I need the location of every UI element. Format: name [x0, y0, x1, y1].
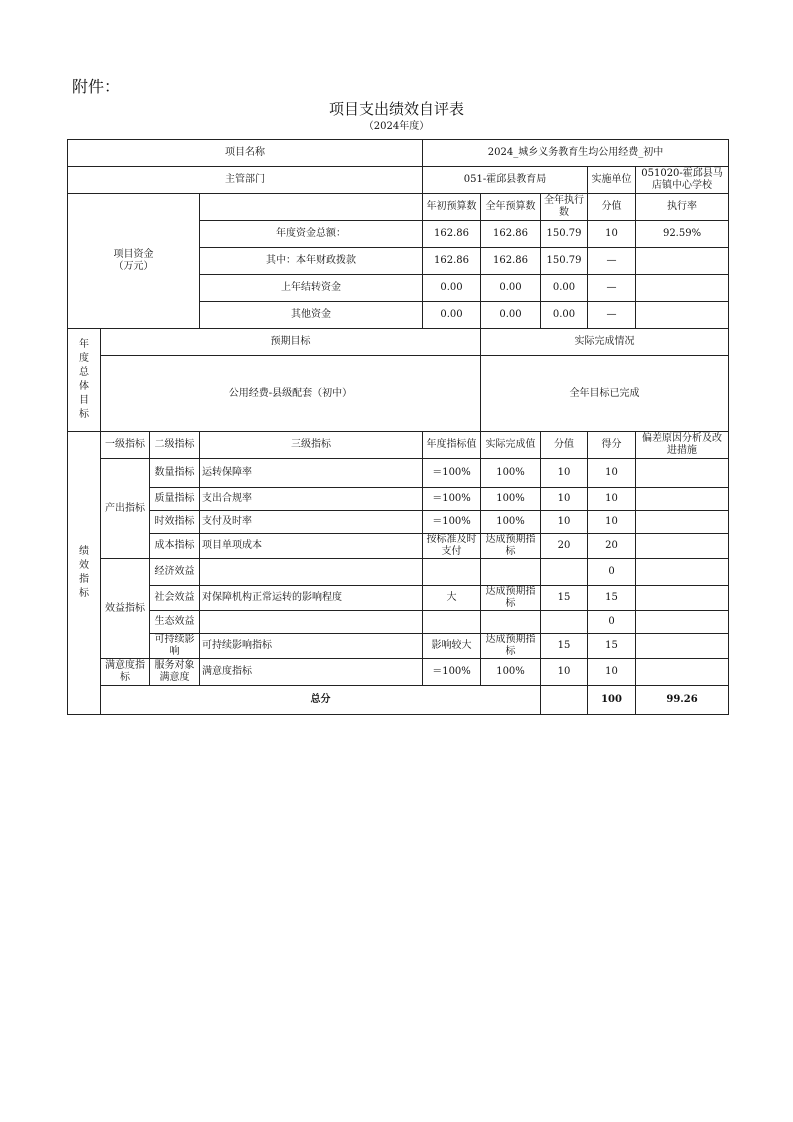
- project-name-label: 项目名称: [68, 140, 423, 167]
- funds-row-annual: 162.86: [481, 248, 541, 275]
- funds-row-annual: 0.00: [481, 302, 541, 329]
- perf-score: 20: [588, 534, 636, 559]
- perf-group-satisfaction: 满意度指 标: [101, 659, 150, 686]
- funds-row-executed: 0.00: [541, 302, 588, 329]
- perf-score-value: 10: [541, 511, 588, 534]
- project-name-row: [68, 140, 729, 167]
- funds-row-rate: [636, 275, 729, 302]
- page-title: 项目支出绩效自评表: [328, 100, 464, 118]
- perf-level2: 时效指标: [150, 511, 200, 534]
- perf-score: 15: [588, 586, 636, 611]
- funds-row-annual: 162.86: [481, 221, 541, 248]
- perf-level3: 项目单项成本: [200, 534, 423, 559]
- funds-row-initial: 162.86: [423, 221, 481, 248]
- funds-row-initial: 162.86: [423, 248, 481, 275]
- perf-actual: [481, 559, 541, 586]
- project-name-value: 2024_城乡义务教育生均公用经费_初中: [423, 140, 729, 167]
- perf-level3: 支出合规率: [200, 488, 423, 511]
- perf-level2: 社会效益: [150, 586, 200, 611]
- attachment-label: 附件：: [72, 77, 121, 96]
- perf-actual: 达成预期指 标: [481, 534, 541, 559]
- table-row: [68, 511, 729, 534]
- table-row: [68, 634, 729, 659]
- dept-label: 主管部门: [68, 167, 423, 194]
- evaluation-table: [67, 139, 729, 715]
- performance-header-row: [68, 432, 729, 459]
- perf-score-value: [541, 611, 588, 634]
- funds-header-annual: 全年预算数: [481, 194, 541, 221]
- perf-note: [636, 559, 729, 586]
- perf-score: 0: [588, 559, 636, 586]
- perf-level2: 数量指标: [150, 459, 200, 488]
- total-score-value: 100: [588, 686, 636, 715]
- perf-level2: 服务对象 满意度: [150, 659, 200, 686]
- perf-score-value: 10: [541, 459, 588, 488]
- funds-row-label: 上年结转资金: [200, 275, 423, 302]
- page-subtitle-year: （2024年度）: [363, 121, 430, 132]
- goals-actual-label: 实际完成情况: [481, 329, 729, 356]
- total-blank: [541, 686, 588, 715]
- perf-note: [636, 659, 729, 686]
- total-score: 99.26: [636, 686, 729, 715]
- perf-note: [636, 586, 729, 611]
- table-row: [68, 611, 729, 634]
- perf-actual: 100%: [481, 659, 541, 686]
- perf-level3: [200, 559, 423, 586]
- perf-actual: 100%: [481, 511, 541, 534]
- perf-header-score-value: 分值: [541, 432, 588, 459]
- goals-content-row: [68, 356, 729, 432]
- goals-expected-value: 公用经费-县级配套（初中）: [101, 356, 481, 432]
- funds-header-rate: 执行率: [636, 194, 729, 221]
- perf-score: 10: [588, 459, 636, 488]
- funds-row-rate: [636, 248, 729, 275]
- funds-row-initial: 0.00: [423, 275, 481, 302]
- funds-row-initial: 0.00: [423, 302, 481, 329]
- table-row: [68, 659, 729, 686]
- goals-header-row: [68, 329, 729, 356]
- total-label: 总分: [101, 686, 541, 715]
- dept-value: 051-霍邱县教育局: [423, 167, 588, 194]
- perf-actual: [481, 611, 541, 634]
- funds-row-rate: 92.59%: [636, 221, 729, 248]
- funds-header-executed: 全年执行数: [541, 194, 588, 221]
- performance-label: 绩 效 指 标: [68, 432, 101, 715]
- perf-score-value: 15: [541, 586, 588, 611]
- funds-row-score-value: —: [588, 248, 636, 275]
- perf-level3: 可持续影响指标: [200, 634, 423, 659]
- perf-actual: 100%: [481, 459, 541, 488]
- perf-score-value: [541, 559, 588, 586]
- perf-note: [636, 459, 729, 488]
- perf-header-actual: 实际完成值: [481, 432, 541, 459]
- funds-header-score-value: 分值: [588, 194, 636, 221]
- perf-score: 0: [588, 611, 636, 634]
- perf-level3: [200, 611, 423, 634]
- table-row: [68, 488, 729, 511]
- funds-row-label: 年度资金总额：: [200, 221, 423, 248]
- funds-row-label: 其他资金: [200, 302, 423, 329]
- perf-score-value: 15: [541, 634, 588, 659]
- perf-target: [423, 611, 481, 634]
- perf-level2: 质量指标: [150, 488, 200, 511]
- table-row: [68, 534, 729, 559]
- perf-target: ＝100%: [423, 511, 481, 534]
- perf-target: [423, 559, 481, 586]
- perf-header-note: 偏差原因分析及改进措施: [636, 432, 729, 459]
- funds-row-annual: 0.00: [481, 275, 541, 302]
- unit-value: 051020-霍邱县马店镇中心学校: [636, 167, 729, 194]
- table-row: [68, 559, 729, 586]
- perf-level3: 对保障机构正常运转的影响程度: [200, 586, 423, 611]
- perf-target: ＝100%: [423, 459, 481, 488]
- perf-note: [636, 611, 729, 634]
- total-row: [68, 686, 729, 715]
- perf-header-level3: 三级指标: [200, 432, 423, 459]
- funds-header-row: [68, 194, 729, 221]
- perf-score: 10: [588, 659, 636, 686]
- table-row: [68, 586, 729, 611]
- perf-target: 影响较大: [423, 634, 481, 659]
- funds-row-score-value: —: [588, 275, 636, 302]
- funds-row-score-value: 10: [588, 221, 636, 248]
- department-row: [68, 167, 729, 194]
- perf-level3: 满意度指标: [200, 659, 423, 686]
- perf-score-value: 20: [541, 534, 588, 559]
- table-row: [68, 459, 729, 488]
- funds-row-rate: [636, 302, 729, 329]
- perf-score-value: 10: [541, 488, 588, 511]
- funds-row-executed: 150.79: [541, 221, 588, 248]
- perf-header-score: 得分: [588, 432, 636, 459]
- funds-label: 项目资金 （万元）: [68, 194, 200, 329]
- funds-header-blank: [200, 194, 423, 221]
- perf-group-output: 产出指标: [101, 459, 150, 559]
- perf-actual: 100%: [481, 488, 541, 511]
- perf-score: 10: [588, 488, 636, 511]
- perf-level2: 可持续影 响: [150, 634, 200, 659]
- funds-row-label: 其中：本年财政拨款: [200, 248, 423, 275]
- perf-actual: 达成预期指 标: [481, 586, 541, 611]
- funds-row-executed: 0.00: [541, 275, 588, 302]
- perf-target: ＝100%: [423, 659, 481, 686]
- perf-header-level1: 一级指标: [101, 432, 150, 459]
- perf-level3: 支付及时率: [200, 511, 423, 534]
- perf-level2: 经济效益: [150, 559, 200, 586]
- perf-level2: 生态效益: [150, 611, 200, 634]
- funds-row-score-value: —: [588, 302, 636, 329]
- perf-target: ＝100%: [423, 488, 481, 511]
- funds-row-executed: 150.79: [541, 248, 588, 275]
- perf-score-value: 10: [541, 659, 588, 686]
- perf-group-benefit: 效益指标: [101, 559, 150, 659]
- perf-note: [636, 634, 729, 659]
- goals-actual-value: 全年目标已完成: [481, 356, 729, 432]
- funds-header-initial: 年初预算数: [423, 194, 481, 221]
- unit-label: 实施单位: [588, 167, 636, 194]
- perf-target: 大: [423, 586, 481, 611]
- perf-level2: 成本指标: [150, 534, 200, 559]
- perf-target: 按标准及时 支付: [423, 534, 481, 559]
- goals-label: 年 度 总 体 目 标: [68, 329, 101, 432]
- perf-level3: 运转保障率: [200, 459, 423, 488]
- goals-expected-label: 预期目标: [101, 329, 481, 356]
- perf-actual: 达成预期指 标: [481, 634, 541, 659]
- perf-note: [636, 511, 729, 534]
- perf-score: 10: [588, 511, 636, 534]
- perf-header-level2: 二级指标: [150, 432, 200, 459]
- perf-note: [636, 534, 729, 559]
- perf-note: [636, 488, 729, 511]
- perf-header-target: 年度指标值: [423, 432, 481, 459]
- perf-score: 15: [588, 634, 636, 659]
